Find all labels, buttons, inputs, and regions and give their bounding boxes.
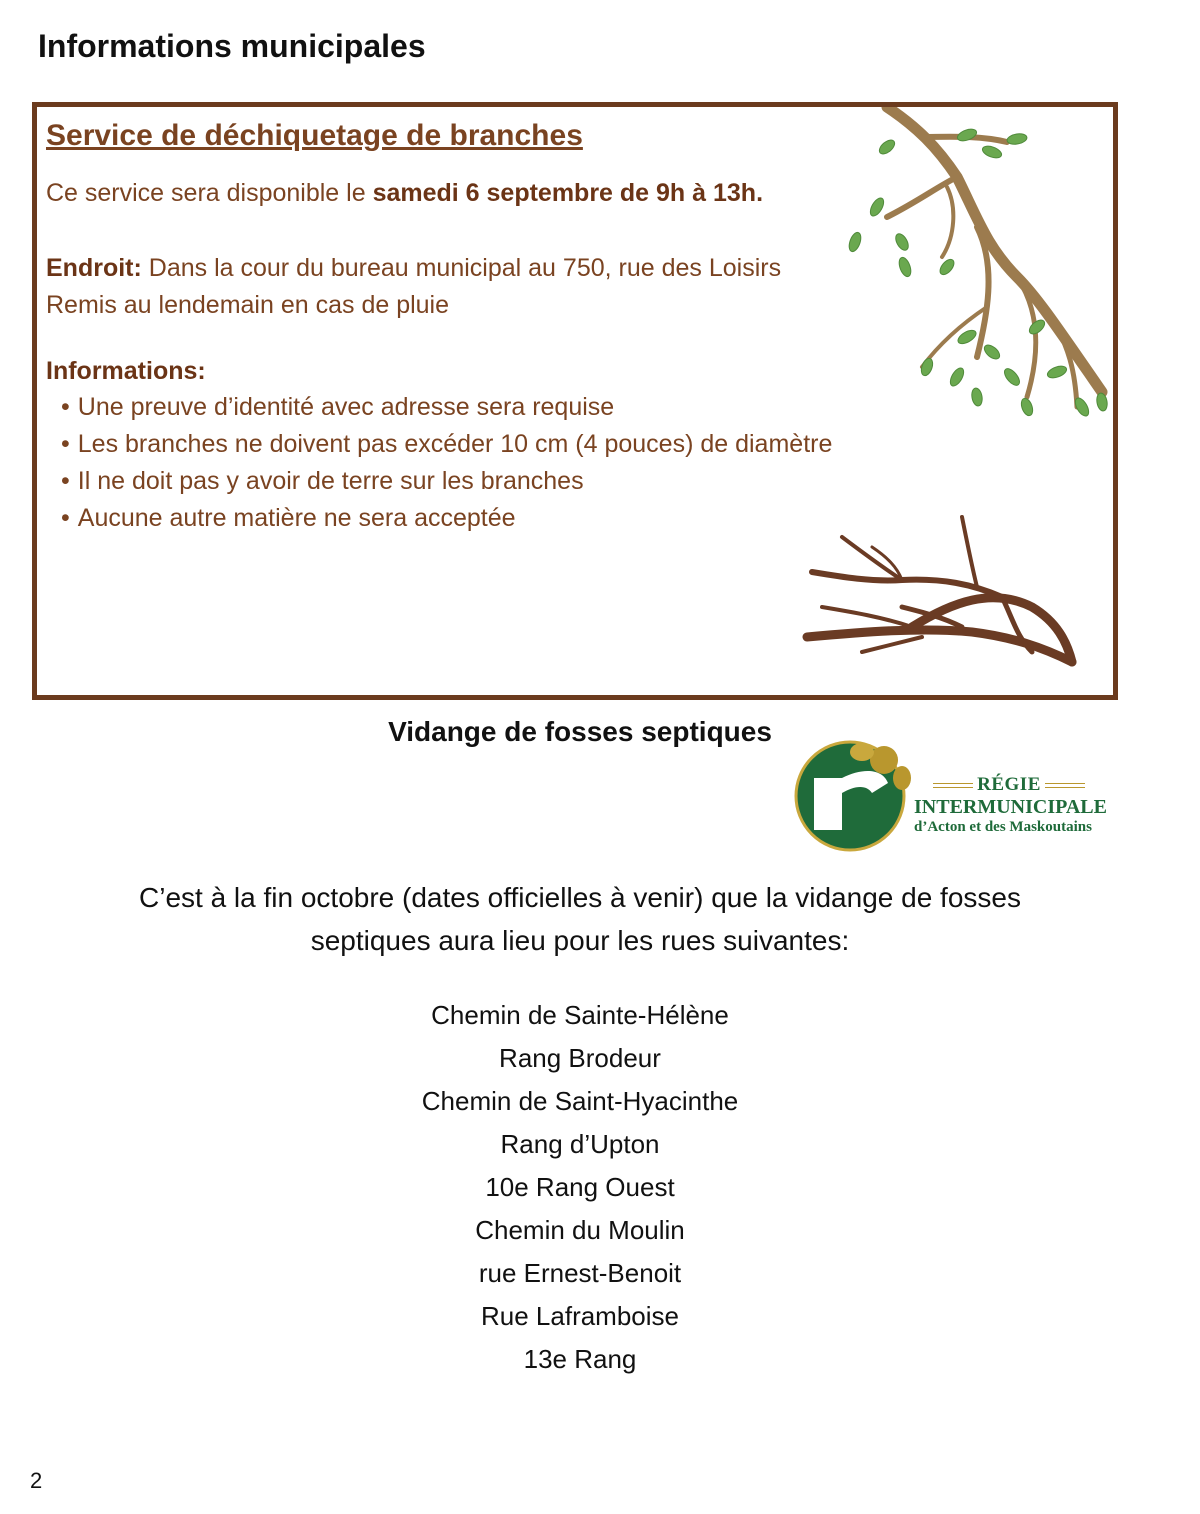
- intro-line-1: C’est à la fin octobre (dates officielles à venir) que la vidange de fosses: [139, 882, 1021, 913]
- list-item: 13e Rang: [523, 1344, 637, 1374]
- regie-logo-text: [914, 774, 1107, 836]
- logo-line-2: INTERMUNICIPALE: [914, 796, 1107, 818]
- list-item: rue Ernest-Benoit: [478, 1258, 682, 1288]
- septic-title: Vidange de fosses septiques: [388, 716, 772, 747]
- list-item: Chemin de Sainte-Hélène: [431, 1000, 729, 1030]
- list-item: Chemin de Saint-Hyacinthe: [421, 1086, 739, 1116]
- shredding-title: Service de déchiquetage de branches: [46, 119, 583, 152]
- list-item: Chemin du Moulin: [475, 1215, 685, 1245]
- list-item: • Une preuve d’identité avec adresse sera requise: [61, 389, 832, 426]
- regie-logo: [792, 738, 1107, 853]
- list-item: Rang d’Upton: [500, 1129, 660, 1159]
- info-label: Informations:: [46, 357, 206, 385]
- intro-line-2: septiques aura lieu pour les rues suivantes:: [310, 925, 850, 956]
- regie-emblem-icon: [792, 738, 912, 853]
- page-number: 2: [30, 1468, 43, 1493]
- leafy-branch-illustration: [827, 107, 1113, 442]
- list-item: 10e Rang Ouest: [485, 1172, 675, 1202]
- street-list: [0, 994, 1160, 1381]
- location-text: Dans la cour du bureau municipal au 750, rue des Loisirs: [141, 254, 782, 282]
- list-item: Rue Laframboise: [481, 1301, 679, 1331]
- list-item: • Il ne doit pas y avoir de terre sur les branches: [61, 463, 832, 500]
- list-item: • Les branches ne doivent pas excéder 10 cm (4 pouces) de diamètre: [61, 426, 832, 463]
- availability-prefix: Ce service sera disponible le: [46, 179, 373, 207]
- list-item: Rang Brodeur: [499, 1043, 661, 1073]
- shredding-service-box: [32, 102, 1118, 700]
- rain-note: Remis au lendemain en cas de pluie: [46, 291, 450, 319]
- page-heading: Informations municipales: [38, 28, 426, 64]
- location-label: Endroit:: [46, 254, 142, 282]
- list-item: • Aucune autre matière ne sera acceptée: [61, 500, 832, 537]
- location-line: [46, 254, 781, 283]
- info-list: [61, 389, 832, 537]
- septic-intro: [0, 876, 1160, 962]
- availability-line: [46, 179, 763, 208]
- logo-line-1: RÉGIE: [914, 774, 1104, 796]
- dry-branches-illustration: [802, 512, 1082, 677]
- logo-line-3: d’Acton et des Maskoutains: [914, 819, 1092, 835]
- availability-date: samedi 6 septembre de 9h à 13h.: [372, 179, 764, 207]
